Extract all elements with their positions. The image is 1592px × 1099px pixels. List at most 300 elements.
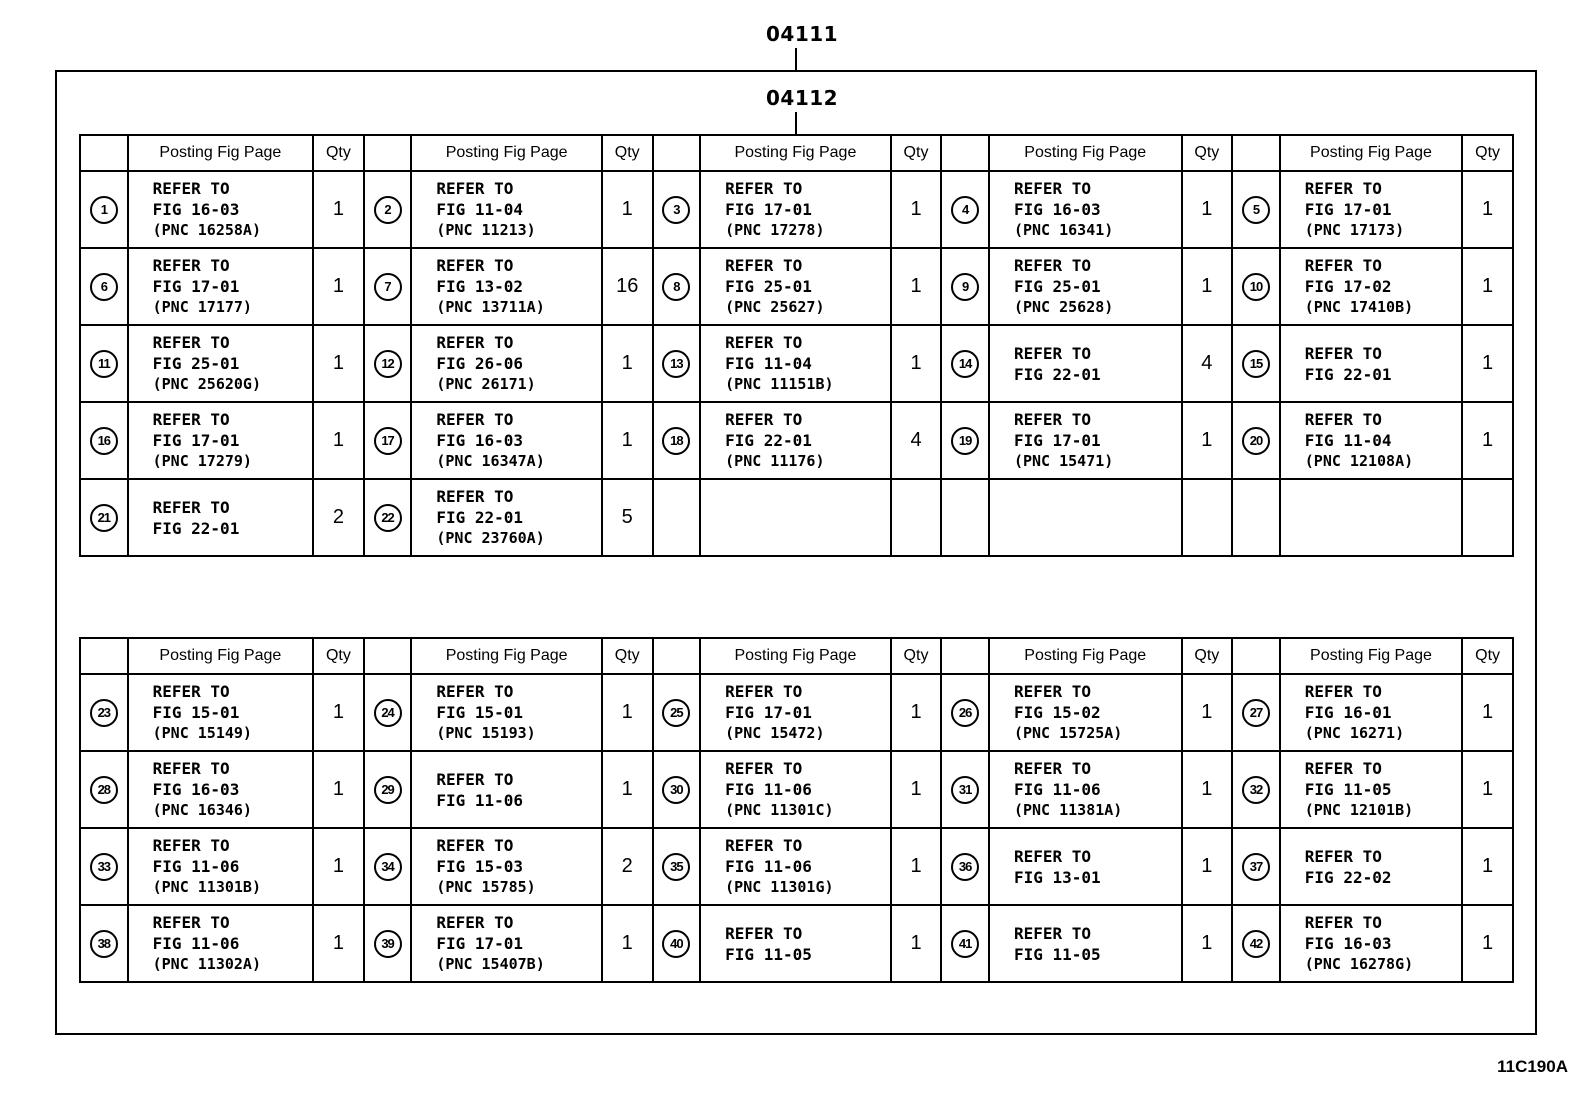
header-qty: Qty	[313, 135, 364, 171]
pnc-text: (PNC 12101B)	[1304, 801, 1414, 819]
qty-cell: 1	[313, 402, 364, 479]
posting-reference-cell	[1280, 674, 1462, 751]
item-number-cell	[653, 325, 701, 402]
pnc-text: (PNC 11176)	[725, 452, 825, 470]
fig-page-text: FIG 15-03	[436, 857, 524, 876]
table-row	[80, 674, 1513, 751]
item-number-badge: 30	[662, 776, 690, 804]
posting-reference-cell	[411, 402, 602, 479]
posting-reference-cell	[700, 402, 891, 479]
item-number-badge: 18	[662, 427, 690, 455]
qty-cell: 1	[1462, 905, 1513, 982]
refer-to-text: REFER TO	[436, 682, 514, 701]
fig-page-text: FIG 26-06	[436, 354, 524, 373]
parts-table-bottom	[79, 637, 1514, 983]
posting-reference-cell	[1280, 402, 1462, 479]
posting-reference-cell	[1280, 248, 1462, 325]
fig-page-text: FIG 17-01	[725, 200, 812, 219]
qty-cell: 1	[1462, 171, 1513, 248]
header-number-cell	[653, 638, 701, 674]
header-number-cell	[80, 135, 128, 171]
fig-page-text: FIG 17-01	[1304, 200, 1392, 219]
table-row	[80, 325, 1513, 402]
item-number-cell	[1232, 479, 1280, 556]
refer-to-text: REFER TO	[1304, 913, 1382, 932]
refer-to-text: REFER TO	[1304, 410, 1382, 429]
refer-to-text: REFER TO	[725, 179, 803, 198]
header-qty: Qty	[1182, 638, 1233, 674]
item-number-badge: 8	[662, 273, 690, 301]
fig-page-text: FIG 22-01	[1304, 364, 1392, 384]
item-number-badge: 9	[951, 273, 979, 301]
header-number-cell	[364, 638, 412, 674]
posting-reference-cell	[128, 402, 313, 479]
qty-cell: 1	[891, 171, 942, 248]
item-number-cell	[653, 479, 701, 556]
header-posting: Posting Fig Page	[989, 638, 1182, 674]
refer-to-text: REFER TO	[152, 497, 230, 517]
item-number-badge: 34	[374, 853, 402, 881]
refer-to-text: REFER TO	[1013, 256, 1092, 275]
table-header-row	[80, 135, 1513, 171]
header-number-cell	[653, 135, 701, 171]
header-number-cell	[1232, 135, 1280, 171]
fig-page-text: FIG 15-01	[436, 703, 524, 722]
qty-cell: 1	[891, 828, 942, 905]
pnc-text: (PNC 25620G)	[152, 375, 261, 393]
item-number-cell	[653, 905, 701, 982]
refer-to-text: REFER TO	[436, 256, 514, 275]
qty-cell: 1	[1182, 248, 1233, 325]
fig-page-text: FIG 11-05	[1013, 944, 1101, 964]
item-number-badge: 13	[662, 350, 690, 378]
item-number-cell	[941, 828, 989, 905]
posting-reference-cell	[700, 325, 891, 402]
fig-page-text: FIG 17-01	[436, 934, 524, 953]
qty-cell: 1	[602, 674, 653, 751]
header-posting: Posting Fig Page	[411, 638, 602, 674]
fig-page-text: FIG 22-01	[152, 518, 240, 538]
item-number-badge: 7	[374, 273, 402, 301]
refer-to-text: REFER TO	[1304, 846, 1382, 866]
refer-to-text: REFER TO	[1013, 846, 1092, 866]
item-number-cell	[80, 402, 128, 479]
item-number-badge: 36	[951, 853, 979, 881]
qty-cell: 1	[313, 674, 364, 751]
item-number-badge: 40	[662, 930, 690, 958]
fig-page-text: FIG 11-06	[436, 790, 524, 810]
fig-page-text: FIG 15-01	[152, 703, 240, 722]
qty-cell: 1	[1182, 171, 1233, 248]
item-number-cell	[364, 479, 412, 556]
posting-reference-cell	[989, 479, 1182, 556]
item-number-cell	[941, 171, 989, 248]
fig-page-text: FIG 11-04	[725, 354, 812, 373]
posting-reference-cell	[128, 248, 313, 325]
refer-to-text: REFER TO	[436, 410, 514, 429]
posting-reference-cell	[989, 751, 1182, 828]
item-number-cell	[80, 479, 128, 556]
refer-to-text: REFER TO	[152, 682, 230, 701]
posting-reference-cell	[700, 674, 891, 751]
pnc-text: (PNC 11302A)	[152, 955, 261, 973]
qty-cell: 1	[1462, 828, 1513, 905]
pnc-text: (PNC 15193)	[436, 724, 536, 742]
qty-cell: 1	[1182, 828, 1233, 905]
posting-reference-cell	[700, 828, 891, 905]
refer-to-text: REFER TO	[1304, 256, 1382, 275]
item-number-cell	[80, 751, 128, 828]
header-qty: Qty	[602, 135, 653, 171]
qty-cell	[1462, 479, 1513, 556]
pnc-text: (PNC 17279)	[152, 452, 252, 470]
posting-reference-cell	[411, 479, 602, 556]
posting-reference-cell	[1280, 905, 1462, 982]
refer-to-text: REFER TO	[1013, 343, 1092, 363]
item-number-badge: 22	[374, 504, 402, 532]
header-number-cell	[941, 638, 989, 674]
refer-to-text: REFER TO	[152, 256, 230, 275]
fig-page-text: FIG 22-01	[1013, 364, 1101, 384]
item-number-cell	[80, 325, 128, 402]
item-number-cell	[80, 171, 128, 248]
posting-reference-cell	[411, 828, 602, 905]
pnc-text: (PNC 16278G)	[1304, 955, 1414, 973]
pnc-text: (PNC 26171)	[436, 375, 536, 393]
fig-page-text: FIG 22-01	[725, 431, 812, 450]
pnc-text: (PNC 11301G)	[725, 878, 834, 896]
fig-page-text: FIG 17-02	[1304, 277, 1392, 296]
posting-reference-cell	[989, 905, 1182, 982]
posting-reference-cell	[989, 171, 1182, 248]
fig-page-text: FIG 16-03	[1304, 934, 1392, 953]
refer-to-text: REFER TO	[725, 410, 803, 429]
qty-cell: 1	[602, 905, 653, 982]
fig-page-text: FIG 11-06	[725, 857, 812, 876]
posting-reference-cell	[1280, 751, 1462, 828]
pnc-text: (PNC 11213)	[436, 221, 536, 239]
fig-page-text: FIG 11-04	[1304, 431, 1392, 450]
header-posting: Posting Fig Page	[1280, 135, 1462, 171]
fig-page-text: FIG 11-05	[725, 944, 812, 964]
fig-page-text: FIG 11-06	[1013, 780, 1101, 799]
item-number-cell	[1232, 751, 1280, 828]
table-row	[80, 905, 1513, 982]
fig-page-text: FIG 25-01	[725, 277, 812, 296]
item-number-badge: 24	[374, 699, 402, 727]
qty-cell: 1	[1182, 751, 1233, 828]
item-number-badge: 20	[1242, 427, 1270, 455]
refer-to-text: REFER TO	[436, 333, 514, 352]
qty-cell: 1	[891, 325, 942, 402]
posting-reference-cell	[128, 674, 313, 751]
pnc-text: (PNC 16258A)	[152, 221, 261, 239]
refer-to-text: REFER TO	[1013, 923, 1092, 943]
header-number-cell	[80, 638, 128, 674]
item-number-badge: 29	[374, 776, 402, 804]
qty-cell: 1	[313, 751, 364, 828]
pnc-text: (PNC 25628)	[1013, 298, 1114, 316]
fig-page-text: FIG 13-01	[1013, 867, 1101, 887]
header-number-cell	[941, 135, 989, 171]
refer-to-text: REFER TO	[1304, 179, 1382, 198]
item-number-badge: 23	[90, 699, 118, 727]
posting-reference-cell	[700, 751, 891, 828]
refer-to-text: REFER TO	[725, 759, 803, 778]
pnc-text: (PNC 15471)	[1013, 452, 1114, 470]
header-posting: Posting Fig Page	[989, 135, 1182, 171]
item-number-badge: 27	[1242, 699, 1270, 727]
pnc-text: (PNC 15725A)	[1013, 724, 1123, 742]
qty-cell: 1	[313, 828, 364, 905]
item-number-badge: 5	[1242, 196, 1270, 224]
item-number-cell	[80, 828, 128, 905]
pnc-text: (PNC 15785)	[436, 878, 536, 896]
item-number-cell	[1232, 248, 1280, 325]
header-qty: Qty	[1462, 638, 1513, 674]
item-number-cell	[364, 402, 412, 479]
header-number-cell	[1232, 638, 1280, 674]
fig-page-text: FIG 11-05	[1304, 780, 1392, 799]
item-number-cell	[80, 248, 128, 325]
posting-reference-cell	[128, 325, 313, 402]
item-number-cell	[80, 674, 128, 751]
qty-cell: 16	[602, 248, 653, 325]
header-posting: Posting Fig Page	[700, 135, 891, 171]
header-qty: Qty	[602, 638, 653, 674]
refer-to-text: REFER TO	[725, 333, 803, 352]
item-number-badge: 10	[1242, 273, 1270, 301]
posting-reference-cell	[1280, 828, 1462, 905]
posting-reference-cell	[989, 674, 1182, 751]
item-number-cell	[364, 674, 412, 751]
item-number-badge: 28	[90, 776, 118, 804]
item-number-badge: 37	[1242, 853, 1270, 881]
item-number-badge: 11	[90, 350, 118, 378]
qty-cell: 1	[1182, 674, 1233, 751]
header-qty: Qty	[891, 638, 942, 674]
refer-to-text: REFER TO	[725, 923, 803, 943]
refer-to-text: REFER TO	[1013, 759, 1092, 778]
qty-cell	[891, 479, 942, 556]
qty-cell: 2	[602, 828, 653, 905]
refer-to-text: REFER TO	[436, 836, 514, 855]
item-number-cell	[653, 402, 701, 479]
item-number-cell	[1232, 325, 1280, 402]
item-number-cell	[80, 905, 128, 982]
posting-reference-cell	[700, 248, 891, 325]
fig-page-text: FIG 17-01	[152, 431, 240, 450]
pnc-text: (PNC 17410B)	[1304, 298, 1414, 316]
qty-cell: 1	[891, 248, 942, 325]
item-number-cell	[941, 248, 989, 325]
refer-to-text: REFER TO	[1304, 682, 1382, 701]
leader-line-inner	[795, 112, 797, 134]
item-number-badge: 26	[951, 699, 979, 727]
item-number-cell	[1232, 402, 1280, 479]
item-number-cell	[1232, 674, 1280, 751]
fig-page-text: FIG 16-03	[1013, 200, 1101, 219]
header-number-cell	[364, 135, 412, 171]
refer-to-text: REFER TO	[725, 256, 803, 275]
diagram-code: 11C190A	[1497, 1057, 1568, 1076]
qty-cell: 1	[1182, 402, 1233, 479]
item-number-cell	[364, 171, 412, 248]
item-number-badge: 17	[374, 427, 402, 455]
item-number-badge: 38	[90, 930, 118, 958]
item-number-badge: 6	[90, 273, 118, 301]
qty-cell: 4	[891, 402, 942, 479]
qty-cell: 1	[1462, 248, 1513, 325]
item-number-cell	[941, 402, 989, 479]
item-number-cell	[364, 325, 412, 402]
qty-cell: 1	[891, 751, 942, 828]
pnc-text: (PNC 25627)	[725, 298, 825, 316]
refer-to-text: REFER TO	[725, 682, 803, 701]
refer-to-text: REFER TO	[152, 410, 230, 429]
qty-cell	[1182, 479, 1233, 556]
fig-page-text: FIG 11-06	[152, 934, 240, 953]
posting-reference-cell	[1280, 479, 1462, 556]
pnc-text: (PNC 13711A)	[436, 298, 545, 316]
fig-page-text: FIG 16-03	[152, 780, 240, 799]
refer-to-text: REFER TO	[436, 769, 514, 789]
item-number-cell	[1232, 171, 1280, 248]
refer-to-text: REFER TO	[152, 913, 230, 932]
item-number-cell	[364, 828, 412, 905]
refer-to-text: REFER TO	[725, 836, 803, 855]
item-number-cell	[653, 751, 701, 828]
item-number-badge: 14	[951, 350, 979, 378]
posting-reference-cell	[128, 171, 313, 248]
refer-to-text: REFER TO	[436, 487, 514, 506]
table-row	[80, 751, 1513, 828]
pnc-text: (PNC 23760A)	[436, 529, 545, 547]
posting-reference-cell	[700, 479, 891, 556]
qty-cell: 5	[602, 479, 653, 556]
posting-reference-cell	[1280, 171, 1462, 248]
posting-reference-cell	[128, 828, 313, 905]
fig-page-text: FIG 22-01	[436, 508, 524, 527]
pnc-text: (PNC 11381A)	[1013, 801, 1123, 819]
posting-reference-cell	[411, 751, 602, 828]
refer-to-text: REFER TO	[1013, 682, 1092, 701]
posting-reference-cell	[128, 905, 313, 982]
item-number-badge: 33	[90, 853, 118, 881]
item-number-cell	[941, 905, 989, 982]
item-number-badge: 35	[662, 853, 690, 881]
qty-cell: 1	[891, 674, 942, 751]
header-posting: Posting Fig Page	[1280, 638, 1462, 674]
item-number-badge: 32	[1242, 776, 1270, 804]
refer-to-text: REFER TO	[152, 179, 230, 198]
item-number-badge: 1	[90, 196, 118, 224]
posting-reference-cell	[700, 171, 891, 248]
item-number-badge: 39	[374, 930, 402, 958]
item-number-cell	[941, 479, 989, 556]
posting-reference-cell	[128, 479, 313, 556]
qty-cell: 1	[1182, 905, 1233, 982]
fig-page-text: FIG 15-02	[1013, 703, 1101, 722]
fig-page-text: FIG 16-01	[1304, 703, 1392, 722]
item-number-cell	[653, 828, 701, 905]
posting-reference-cell	[989, 402, 1182, 479]
header-posting: Posting Fig Page	[128, 638, 313, 674]
refer-to-text: REFER TO	[436, 179, 514, 198]
table-row	[80, 828, 1513, 905]
item-number-badge: 42	[1242, 930, 1270, 958]
item-number-cell	[653, 674, 701, 751]
posting-reference-cell	[411, 325, 602, 402]
qty-cell: 1	[602, 171, 653, 248]
fig-page-text: FIG 17-01	[1013, 431, 1101, 450]
qty-cell: 1	[1462, 402, 1513, 479]
posting-reference-cell	[700, 905, 891, 982]
item-number-badge: 25	[662, 699, 690, 727]
item-number-cell	[1232, 905, 1280, 982]
qty-cell: 1	[891, 905, 942, 982]
fig-page-text: FIG 13-02	[436, 277, 524, 296]
item-number-cell	[364, 905, 412, 982]
item-number-badge: 41	[951, 930, 979, 958]
item-number-cell	[941, 751, 989, 828]
item-number-badge: 12	[374, 350, 402, 378]
posting-reference-cell	[989, 828, 1182, 905]
pnc-text: (PNC 16271)	[1304, 724, 1405, 742]
qty-cell: 1	[1462, 674, 1513, 751]
table-row	[80, 248, 1513, 325]
item-number-cell	[364, 751, 412, 828]
item-number-badge: 31	[951, 776, 979, 804]
item-number-cell	[941, 325, 989, 402]
assembly-label-outer: 04111	[766, 22, 839, 46]
refer-to-text: REFER TO	[152, 333, 230, 352]
fig-page-text: FIG 11-06	[725, 780, 812, 799]
header-qty: Qty	[1182, 135, 1233, 171]
pnc-text: (PNC 11301C)	[725, 801, 834, 819]
qty-cell: 1	[602, 402, 653, 479]
leader-line-outer	[795, 48, 797, 70]
item-number-badge: 16	[90, 427, 118, 455]
qty-cell: 1	[1462, 325, 1513, 402]
pnc-text: (PNC 15407B)	[436, 955, 545, 973]
qty-cell: 1	[602, 325, 653, 402]
posting-reference-cell	[411, 171, 602, 248]
header-qty: Qty	[1462, 135, 1513, 171]
qty-cell: 1	[313, 171, 364, 248]
refer-to-text: REFER TO	[1013, 179, 1092, 198]
item-number-badge: 3	[662, 196, 690, 224]
header-qty: Qty	[891, 135, 942, 171]
qty-cell: 1	[602, 751, 653, 828]
pnc-text: (PNC 17278)	[725, 221, 825, 239]
pnc-text: (PNC 16346)	[152, 801, 252, 819]
header-posting: Posting Fig Page	[700, 638, 891, 674]
refer-to-text: REFER TO	[436, 913, 514, 932]
item-number-cell	[1232, 828, 1280, 905]
fig-page-text: FIG 11-06	[152, 857, 240, 876]
table-header-row	[80, 638, 1513, 674]
pnc-text: (PNC 15472)	[725, 724, 825, 742]
header-qty: Qty	[313, 638, 364, 674]
qty-cell: 4	[1182, 325, 1233, 402]
item-number-badge: 19	[951, 427, 979, 455]
assembly-label-inner: 04112	[766, 86, 839, 110]
item-number-badge: 15	[1242, 350, 1270, 378]
pnc-text: (PNC 16347A)	[436, 452, 545, 470]
fig-page-text: FIG 25-01	[1013, 277, 1101, 296]
refer-to-text: REFER TO	[1013, 410, 1092, 429]
